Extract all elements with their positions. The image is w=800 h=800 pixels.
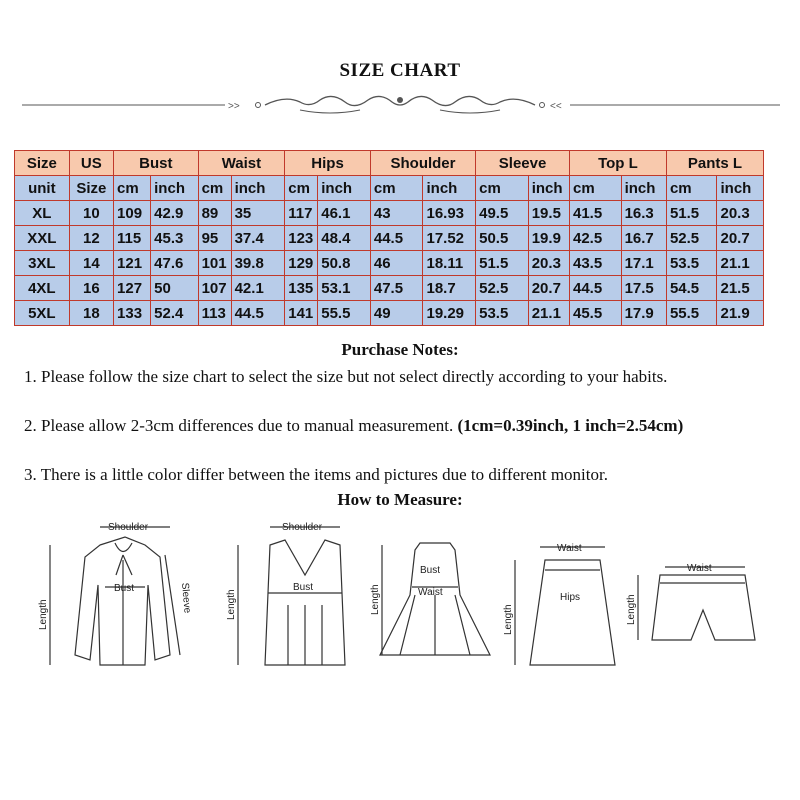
table-cell: 37.4: [231, 226, 285, 251]
svg-text:<<: <<: [550, 101, 562, 112]
shirt-sleeve-label: Sleeve: [179, 582, 193, 614]
svg-text:>>: >>: [228, 101, 240, 112]
table-row: [15, 276, 764, 301]
purchase-notes-title: Purchase Notes:: [341, 340, 459, 359]
unit-cell: inch: [318, 176, 371, 201]
how-to-measure-title: How to Measure:: [337, 490, 463, 509]
table-cell: 47.6: [151, 251, 198, 276]
vest-length-label: Length: [226, 589, 237, 620]
vest-top-illustration: [226, 522, 345, 665]
unit-cell: cm: [476, 176, 529, 201]
table-cell: 51.5: [476, 251, 529, 276]
unit-cell: inch: [621, 176, 666, 201]
dress-bust-label: Bust: [420, 565, 441, 576]
skirt-waist-label: Waist: [557, 543, 582, 554]
table-cell: 44.5: [370, 226, 423, 251]
table-cell: 16.7: [621, 226, 666, 251]
table-cell: 101: [198, 251, 231, 276]
table-cell: 16.3: [621, 201, 666, 226]
row-us: 14: [69, 251, 113, 276]
table-cell: 18.7: [423, 276, 476, 301]
row-us: 16: [69, 276, 113, 301]
table-cell: 50: [151, 276, 198, 301]
header-bust: Bust: [114, 151, 199, 176]
dress-length-label: Length: [370, 584, 381, 615]
table-cell: 107: [198, 276, 231, 301]
purchase-note-2-text: 2. Please allow 2-3cm differences due to manual measurement.: [24, 416, 458, 435]
table-cell: 17.9: [621, 301, 666, 326]
table-cell: 45.3: [151, 226, 198, 251]
unit-cell: inch: [717, 176, 764, 201]
table-row: [15, 201, 764, 226]
table-cell: 46.1: [318, 201, 371, 226]
table-cell: 127: [114, 276, 151, 301]
title-ornament-divider: [0, 90, 800, 120]
table-cell: 17.1: [621, 251, 666, 276]
table-cell: 52.4: [151, 301, 198, 326]
vest-shoulder-label: Shoulder: [282, 522, 323, 533]
table-cell: 46: [370, 251, 423, 276]
table-cell: 117: [285, 201, 318, 226]
table-row: [15, 301, 764, 326]
unit-label: unit: [15, 176, 70, 201]
table-cell: 16.93: [423, 201, 476, 226]
table-cell: 19.29: [423, 301, 476, 326]
unit-cell: cm: [370, 176, 423, 201]
table-cell: 18.11: [423, 251, 476, 276]
shirt-shoulder-label: Shoulder: [108, 522, 149, 533]
table-cell: 44.5: [569, 276, 621, 301]
table-cell: 21.1: [717, 251, 764, 276]
shorts-illustration: [626, 563, 755, 640]
size-chart-table: [14, 150, 764, 326]
table-cell: 121: [114, 251, 151, 276]
unit-cell: cm: [114, 176, 151, 201]
row-us: 18: [69, 301, 113, 326]
header-sleeve: Sleeve: [476, 151, 570, 176]
shorts-waist-label: Waist: [687, 563, 712, 574]
table-cell: 141: [285, 301, 318, 326]
unit-cell: cm: [198, 176, 231, 201]
purchase-note-2-conversion: (1cm=0.39inch, 1 inch=2.54cm): [457, 416, 684, 435]
row-us: 12: [69, 226, 113, 251]
header-pants-length: Pants L: [666, 151, 763, 176]
table-cell: 133: [114, 301, 151, 326]
table-cell: 17.5: [621, 276, 666, 301]
table-cell: 48.4: [318, 226, 371, 251]
table-cell: 53.5: [476, 301, 529, 326]
table-cell: 39.8: [231, 251, 285, 276]
unit-cell: inch: [151, 176, 198, 201]
table-cell: 50.5: [476, 226, 529, 251]
table-cell: 42.5: [569, 226, 621, 251]
table-cell: 43.5: [569, 251, 621, 276]
shirt-illustration: [38, 522, 193, 665]
table-cell: 95: [198, 226, 231, 251]
header-us: US: [69, 151, 113, 176]
unit-cell: cm: [569, 176, 621, 201]
table-cell: 19.5: [528, 201, 569, 226]
purchase-note-2: [24, 414, 764, 437]
table-cell: 20.7: [528, 276, 569, 301]
header-top-length: Top L: [569, 151, 666, 176]
table-cell: 55.5: [666, 301, 717, 326]
table-cell: 17.52: [423, 226, 476, 251]
header-size: Size: [15, 151, 70, 176]
dress-illustration: [370, 543, 490, 655]
table-cell: 20.7: [717, 226, 764, 251]
row-size: 5XL: [15, 301, 70, 326]
table-cell: 113: [198, 301, 231, 326]
table-cell: 49.5: [476, 201, 529, 226]
table-cell: 109: [114, 201, 151, 226]
table-header-row: [15, 151, 764, 176]
table-row: [15, 251, 764, 276]
row-size: XXL: [15, 226, 70, 251]
table-cell: 52.5: [476, 276, 529, 301]
skirt-hips-label: Hips: [560, 592, 581, 603]
shirt-length-label: Length: [38, 599, 49, 630]
unit-size-label: Size: [69, 176, 113, 201]
table-cell: 20.3: [528, 251, 569, 276]
table-cell: 35: [231, 201, 285, 226]
skirt-length-label: Length: [503, 604, 514, 635]
table-cell: 43: [370, 201, 423, 226]
table-unit-row: [15, 176, 764, 201]
table-cell: 53.1: [318, 276, 371, 301]
table-cell: 21.5: [717, 276, 764, 301]
unit-cell: inch: [528, 176, 569, 201]
header-hips: Hips: [285, 151, 371, 176]
table-cell: 115: [114, 226, 151, 251]
unit-cell: inch: [231, 176, 285, 201]
row-size: 4XL: [15, 276, 70, 301]
table-cell: 21.1: [528, 301, 569, 326]
dress-waist-label: Waist: [418, 587, 443, 598]
table-row: [15, 226, 764, 251]
table-cell: 19.9: [528, 226, 569, 251]
table-cell: 52.5: [666, 226, 717, 251]
row-size: 3XL: [15, 251, 70, 276]
table-cell: 45.5: [569, 301, 621, 326]
table-cell: 50.8: [318, 251, 371, 276]
measurement-illustrations: [20, 515, 780, 685]
header-shoulder: Shoulder: [370, 151, 475, 176]
page-title: SIZE CHART: [339, 60, 461, 81]
purchase-note-3: 3. There is a little color differ between the items and pictures due to different monitor.: [24, 465, 608, 484]
table-cell: 21.9: [717, 301, 764, 326]
table-cell: 20.3: [717, 201, 764, 226]
unit-cell: cm: [666, 176, 717, 201]
purchase-note-1: 1. Please follow the size chart to select the size but not select directly according to your habits.: [24, 367, 668, 386]
table-cell: 44.5: [231, 301, 285, 326]
row-us: 10: [69, 201, 113, 226]
table-cell: 49: [370, 301, 423, 326]
table-cell: 55.5: [318, 301, 371, 326]
table-cell: 42.9: [151, 201, 198, 226]
table-cell: 41.5: [569, 201, 621, 226]
shorts-length-label: Length: [626, 594, 637, 625]
vest-bust-label: Bust: [293, 582, 314, 593]
table-cell: 54.5: [666, 276, 717, 301]
table-cell: 129: [285, 251, 318, 276]
row-size: XL: [15, 201, 70, 226]
unit-cell: inch: [423, 176, 476, 201]
table-cell: 135: [285, 276, 318, 301]
table-cell: 53.5: [666, 251, 717, 276]
header-waist: Waist: [198, 151, 285, 176]
table-cell: 123: [285, 226, 318, 251]
shirt-bust-label: Bust: [114, 583, 135, 594]
table-cell: 47.5: [370, 276, 423, 301]
table-cell: 89: [198, 201, 231, 226]
skirt-illustration: [503, 543, 615, 665]
unit-cell: cm: [285, 176, 318, 201]
table-cell: 42.1: [231, 276, 285, 301]
table-cell: 51.5: [666, 201, 717, 226]
